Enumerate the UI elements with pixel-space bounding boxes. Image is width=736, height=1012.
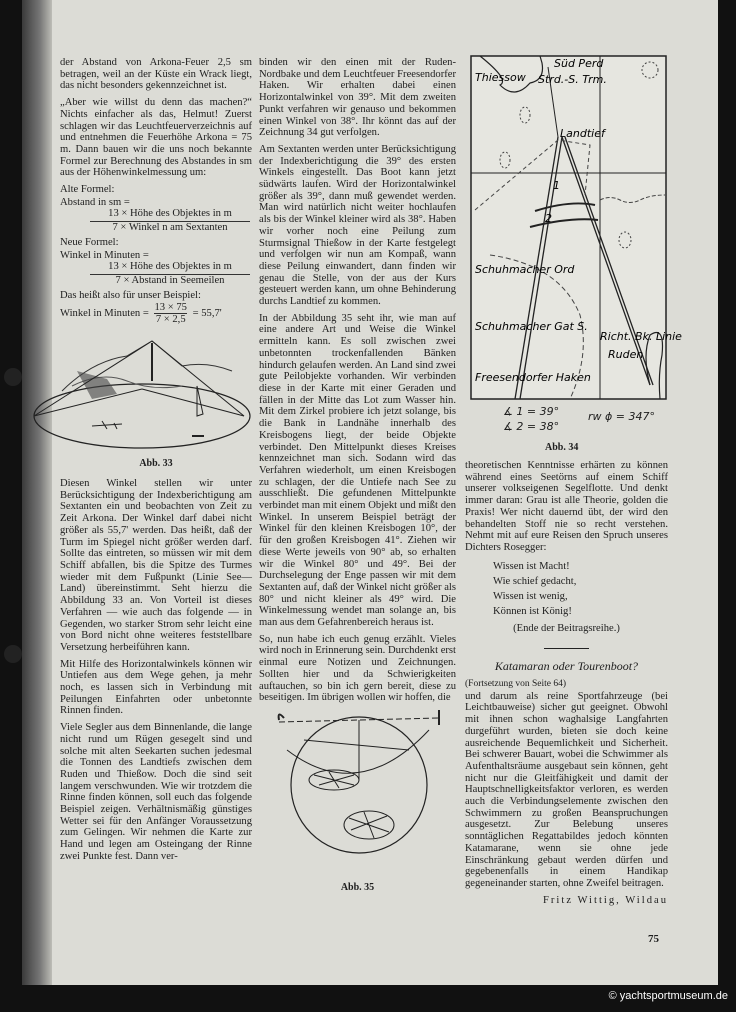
poem-line: Wissen ist wenig, — [493, 590, 568, 602]
example-result: = 55,7' — [192, 308, 222, 320]
binder-hole — [4, 368, 22, 386]
paragraph: Diesen Winkel stellen wir unter Berücksichtigung der Indexberichtigung am Sextanten ein und beobachten von Zeit zu Zeit Arkona. Der Winkel darf dabei nicht größer als 55,7' werden. Das heißt, daß der Turm im Spiegel nicht größer werden darf. Sollte das eintreten, so müssen wir mit dem Schiff abfallen, bis die Spitze des Turmes wieder mit dem Fußpunkt (Linie See—Land) übereinstimmt. Seht hierzu die Abbildung 33 an. Von Vorteil ist dieses Verfahren — wie auch das folgende — in Gegenden, wo starker Strom sehr leicht eine von Bord nicht ohne weiteres feststellbare Versetzung herbeiführen kann. — [60, 478, 252, 653]
map-sector-label: 2 — [545, 212, 552, 225]
map-label: Strd.-S. Trm. — [538, 73, 607, 86]
map-label: Richt. Bk. Linie — [600, 330, 682, 343]
map-label: Landtief — [560, 127, 605, 140]
formula-numerator: 13 × Höhe des Objektes in m — [90, 261, 250, 275]
column-left — [60, 57, 252, 868]
example-denominator: 7 × 2,5 — [155, 314, 186, 326]
map-label: Süd Perd — [554, 57, 604, 70]
poem — [493, 559, 668, 619]
poem-line: Können ist König! — [493, 605, 572, 617]
map-label: Thiessow — [475, 71, 526, 84]
figure-caption: Abb. 35 — [340, 881, 375, 893]
angle-2-note: ∡ 2 = 38° — [503, 420, 560, 433]
end-note: (Ende der Beitragsreihe.) — [513, 622, 620, 634]
angle-1-note: ∡ 1 = 39° — [503, 405, 560, 418]
binding-gutter — [22, 0, 52, 985]
column-right — [465, 460, 668, 906]
formula-numerator: 13 × Höhe des Objektes in m — [90, 208, 250, 222]
formula-denominator: 7 × Abstand in Seemeilen — [115, 274, 225, 286]
continuation-note: (Fortsetzung von Seite 64) — [465, 679, 567, 690]
formula-lhs: Winkel in Minuten = — [60, 249, 149, 261]
paragraph: „Aber wie willst du denn das machen?“ Nichts einfacher als das, Helmut! Zuerst schlagen wir das Leuchtfeuerverzeichnis auf und entnehmen die Feuerhöhe Arkona = 75 m. Dann bauen wir die uns noch bekannte Formel zur Berechnung des Abstandes in sm aus der Höhenwinkelmessung um: — [60, 97, 252, 179]
poem-line: Wie schief gedacht, — [493, 575, 577, 587]
formula-fraction — [90, 261, 250, 286]
formula-denominator: 7 × Winkel n am Sextanten — [112, 222, 228, 234]
copyright-watermark: © yachtsportmuseum.de — [608, 990, 728, 1002]
example-label: Das heißt also für unser Beispiel: — [60, 289, 201, 301]
paragraph: theoretischen Kenntnisse erhärten zu können während eines Seetörns auf einem Schiff unserer volkseigenen Segelflotte. Und denkt immer daran: Grau ist alle Theorie, golden die Praxis! Wer nicht dauernd übt, der wird den behandelten Stoff nie so recht verstehen. Nehmt mit auf eure Reisen den Spruch unseres Dichters Rosegger: — [465, 460, 668, 553]
example-fraction — [154, 302, 186, 325]
column-middle — [259, 57, 456, 902]
map-label: Ruden — [608, 348, 644, 361]
map-sector-label: 1 — [553, 179, 560, 192]
paragraph: der Abstand von Arkona-Feuer 2,5 sm betragen, weil an der Küste ein Wrack liegt, das nicht besonders gekennzeichnet ist. — [60, 57, 252, 92]
section-divider — [544, 648, 589, 649]
map-label: Schuhmacher Gat S. — [475, 320, 588, 333]
paragraph: und darum als reine Sportfahrzeuge (bei Leichtbauweise) sicher gut geeignet. Obwohl mit ihnen schon waghalsige Langfahrten durgeführt wurden, bieten sie doch keine ausreichende Bequemlichkeit und Sicherheit. Bei schwerer Bauart, wobei die Schwimmer als Aufenthaltsräume ausgebaut sein können, geht nicht nur die Gleitfähigkeit und damit der Hauptschnelligkeitsfaktor verloren, es werden auch die Verbindungselemente zwischen den Schwimmern zu großen Beanspruchungen ausgesetzt. Zur Belebung unseres sonntäglichen Regattabildes jedoch könnten Katamarane, wenn sie ohne jede Einschränkung gebaut werden dürfen und gegebenenfalls in einem Handikap gegeneinander starten, ohne Zweifel beitragen. — [465, 690, 668, 889]
formula-fraction — [90, 208, 250, 233]
formula-label: Neue Formel: — [60, 236, 119, 248]
formula-lhs: Abstand in sm = — [60, 196, 130, 208]
author: Fritz Wittig, Wildau — [543, 894, 668, 906]
figure-34-map — [470, 55, 682, 400]
paragraph: Viele Segler aus dem Binnenlande, die lange nicht rund um Rügen gesegelt sind und solche mit alten Seekarten suchen jedesmal die Tonnen des Landtiefs zwischen dem Ruden und Thießow. Doch die sind seit langem verschwunden. Wie wir trotzdem die Rinne finden können, soll euch das folgende Beispiel zeigen. Verhältnismäßig günstiges Wetter sei für den Anfänger Voraussetzung zum Gelingen. Wir nehmen die Karte zur Hand und legen am Osteingang der Rinne zwei Punkte fest. Dann ver- — [60, 722, 252, 862]
article-title: Katamaran oder Tourenboot? — [494, 659, 639, 674]
paragraph: So, nun habe ich euch genug erzählt. Vieles wird noch in Erinnerung sein. Durchdenkt erst einmal eure Notizen und Zeichnungen. Sollten hier und da Schwierigkeiten auftauchen, so bin ich gern bereit, diese zu beseitigen. Im übrigen wollen wir hoffen, die — [259, 633, 456, 704]
poem-line: Wissen ist Macht! — [493, 560, 570, 572]
figure-35-illustration — [259, 710, 456, 860]
figure-33-illustration — [32, 331, 232, 456]
binder-hole — [4, 645, 22, 663]
bearing-note: rw ϕ = 347° — [588, 410, 655, 423]
paragraph: binden wir den einen mit der Ruden-Nordbake und dem Leuchtfeuer Freesendorfer Haken. Wir erhalten dabei einen Horizontalwinkel von 39°. Mit dem zweiten Punkt verfahren wir genauso und bekommen einen Winkel von 38°. Ihr könnt das auf der Zeichnung 34 gut verfolgen. — [259, 57, 456, 139]
paragraph: Am Sextanten werden unter Berücksichtigung der Indexberichtigung die 39° des ersten Winkels eingestellt. Das Boot kann jetzt südwärts laufen. Wird der Horizontalwinkel größer als 39°, dann muß gewendet werden. Man wird natürlich nicht weiter hochlaufen als bis der Winkel kleiner wird als 38°. Haben wir vorher noch eine Peilung zum Sturmsignal Thießow in der Karte festgelegt und verfolgen wir nun am Kompaß, wann diese Peilung einwandert, dann finden wir genau die Stelle, von der aus der Kurs gesteuert werden kann, um ohne Behinderung durchs Landtief zu kommen. — [259, 143, 456, 308]
example-numerator: 13 × 75 — [154, 302, 187, 314]
figure-caption: Abb. 34 — [545, 442, 579, 453]
example-lhs: Winkel in Minuten = — [60, 308, 149, 320]
page-number: 75 — [648, 933, 659, 945]
paragraph: In der Abbildung 35 seht ihr, wie man auf eine andere Art und Weise die Winkel ermitteln kann. Es soll zwischen zwei unbetonnten trockenfallenden Bänken hindurch gelaufen werden. An Land sind zwei gute Peilobjekte vorhanden. Wir verbinden diese in der Karte mit einer Geraden und fällen in der Mitte das Lot zum Wasser hin. Mit dem Zirkel probiere ich jetzt solange, bis die Bank in Landnähe innerhalb des Kreisbogens liegt, der beide Objekte verbindet. Den Mittelpunkt dieses Kreises kennzeichnet man sich. Sodann wird das Verfahren wiederholt, um einen Kreisbogen zu schlagen, der die Untiefe nach See zu ausschließt. Die gefundenen Mittelpunkte verbindet man mit einem Objekt und mißt den Winkel. In unserem Beispiel beträgt der Winkel für den kleinen Kreisbogen 10°, der für den großen Kreisbogen 41°. Ziehen wir diese Werte jeweils von 90° ab, so erhalten wir die Winkel 80° und 49°. Bei der Durchselegung der Enge passen wir mit dem Sextanten auf, daß der Winkel nicht größer als 80° und nicht kleiner als 49° wird. Die Winkelmessung wendet man solange an, bis man aus dem Gefahrenbereich heraus ist. — [259, 312, 456, 629]
paragraph: Mit Hilfe des Horizontalwinkels können wir Untiefen aus dem Wege gehen, ja mehr noch, es lassen sich in Verbindung mit Peilungen Einfahrten oder unbetonnte Rinnen finden. — [60, 658, 252, 717]
map-label: Freesendorfer Haken — [475, 371, 591, 384]
formula-label: Alte Formel: — [60, 184, 115, 196]
map-label: Schuhmacher Ord — [475, 263, 575, 276]
example-formula — [60, 302, 252, 325]
figure-caption: Abb. 33 — [139, 458, 173, 470]
